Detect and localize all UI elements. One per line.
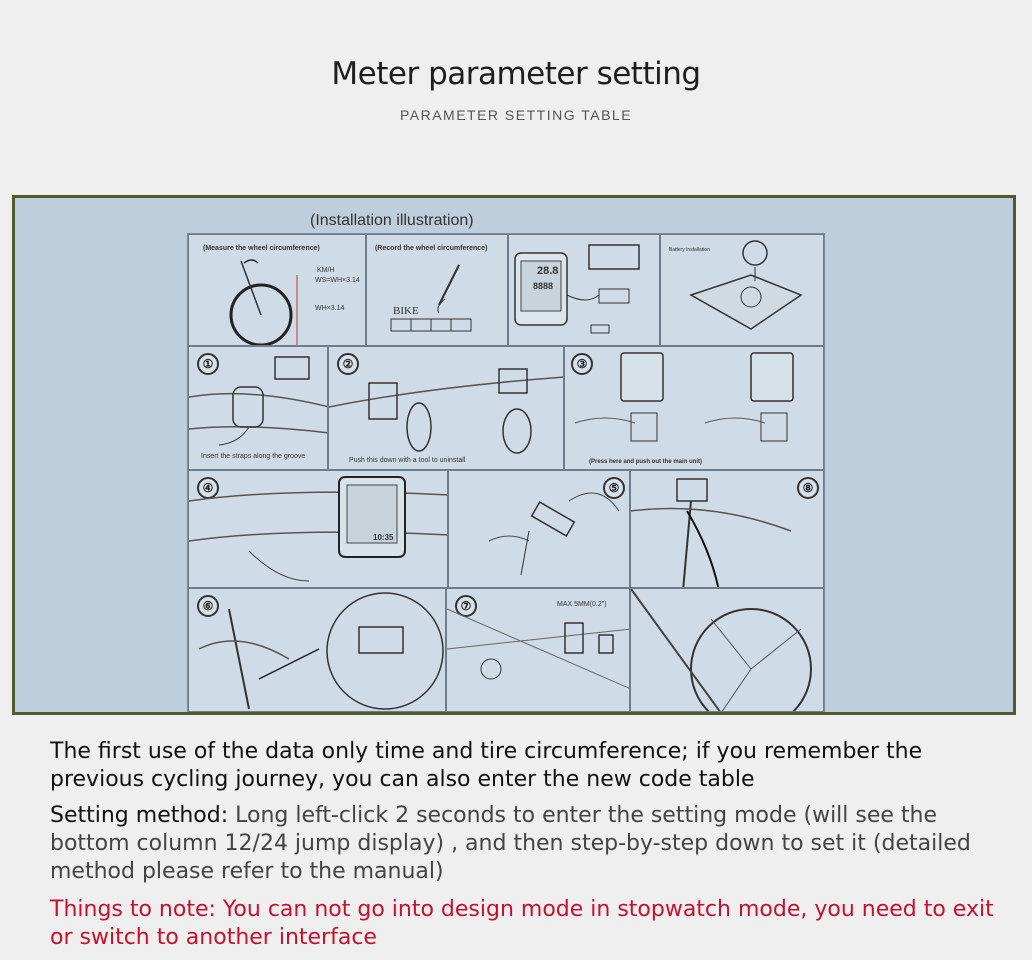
illustration-caption: (Installation illustration) (310, 212, 474, 229)
step-3-drawing (565, 347, 824, 470)
battery-drawing (661, 235, 824, 346)
panel-step-6 (188, 588, 446, 712)
step-7-drawing (447, 589, 630, 712)
panel-battery (660, 234, 824, 346)
lcd-bottom-readout: 10:35 (373, 533, 394, 542)
measure-wheel-label: (Measure the wheel circumference) (203, 245, 320, 252)
installation-photo (12, 195, 1016, 715)
step-8-badge: ⑧ (797, 477, 819, 499)
record-wheel-label: (Record the wheel circumference) (375, 245, 488, 252)
record-drawing (367, 235, 508, 346)
press-label: (Press here and push out the main unit) (589, 459, 703, 465)
panel-step-1 (188, 346, 328, 470)
step-1-badge: ① (197, 353, 219, 375)
page-subtitle: PARAMETER SETTING TABLE (399, 107, 633, 123)
panel-bike-wheel (630, 588, 824, 712)
step-7-badge: ⑦ (455, 595, 477, 617)
step-4-drawing (189, 471, 448, 588)
setting-method-label: Setting method: (50, 803, 229, 828)
wh-formula: WH×3.14 (315, 305, 345, 312)
panel-step-8 (630, 470, 824, 588)
step-2-badge: ② (337, 353, 359, 375)
wheel-drawing (189, 235, 366, 346)
lcd-top-readout: 28.8 (537, 265, 559, 277)
step-6-drawing (189, 589, 446, 712)
panel-step-2 (328, 346, 564, 470)
battery-label: Battery installation (669, 247, 710, 253)
intro-paragraph: The first use of the data only time and tire circumference; if you remember the previous cycling journey, you can also enter the new code table (50, 739, 923, 792)
max-label: MAX 5MM(0.2") (557, 601, 607, 608)
setting-method-paragraph (50, 802, 1010, 886)
kmh-label: KM/H (317, 267, 335, 274)
step-4-badge: ④ (197, 477, 219, 499)
panel-step-4 (188, 470, 448, 588)
bike-label: BIKE (393, 305, 419, 317)
ws-formula: WS=WH×3.14 (315, 277, 360, 284)
bike-wheel-drawing (631, 589, 824, 712)
instruction-sheet (187, 233, 825, 713)
page-title: Meter parameter setting (331, 56, 701, 92)
lcd-mid-readout: 8888 (533, 281, 554, 291)
step-1-drawing (189, 347, 328, 470)
panel-measure-wheel (188, 234, 366, 346)
panel-display (508, 234, 660, 346)
display-drawing (509, 235, 660, 346)
uninstall-label: Push this down with a tool to uninstall (349, 457, 466, 464)
step-3-badge: ③ (571, 353, 593, 375)
step-5-drawing (449, 471, 630, 588)
step-8-drawing (631, 471, 824, 588)
step-5-badge: ⑤ (603, 477, 625, 499)
panel-record-wheel (366, 234, 508, 346)
step-2-drawing (329, 347, 564, 470)
panel-step-7 (446, 588, 630, 712)
step-6-badge: ⑥ (197, 595, 219, 617)
panel-step-5 (448, 470, 630, 588)
strap-label: Insert the straps along the groove (201, 453, 306, 460)
panel-step-3 (564, 346, 824, 470)
setting-method-text: Long left-click 2 seconds to enter the setting mode (will see the bottom column 12/24 jump display) , and then step-by-step down to set it (detailed method please refer to the manual) (50, 803, 971, 884)
note-paragraph: Things to note: You can not go into design mode in stopwatch mode, you need to exit or switch to another interface (50, 897, 994, 950)
